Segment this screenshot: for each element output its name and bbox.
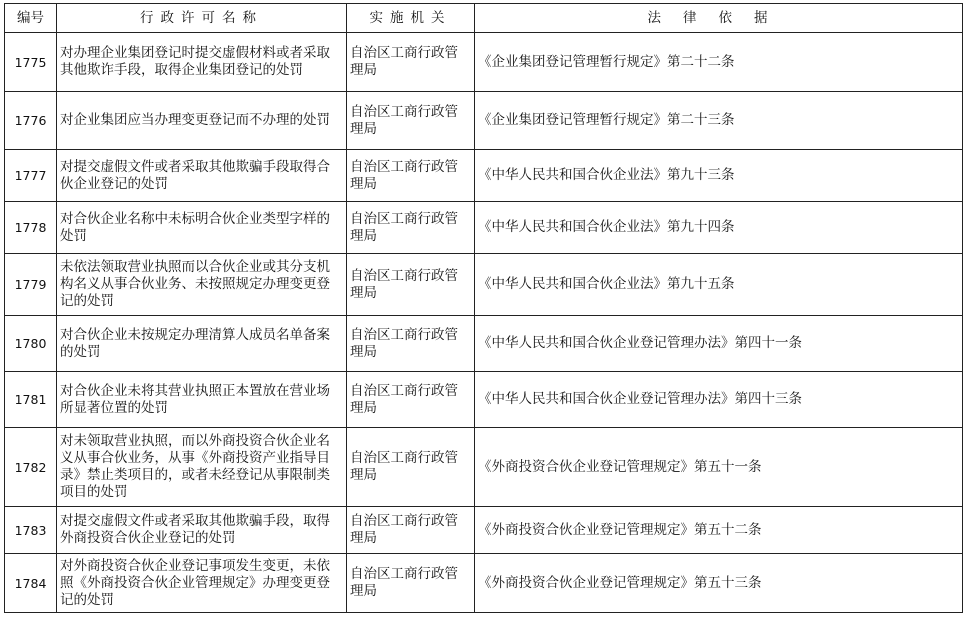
row-number: 1784 <box>5 554 57 613</box>
table-row <box>5 150 963 202</box>
table-row <box>5 92 963 150</box>
permit-table <box>4 3 963 613</box>
row-number: 1776 <box>5 92 57 150</box>
row-number: 1775 <box>5 33 57 92</box>
permit-name: 对合伙企业未按规定办理清算人成员名单备案的处罚 <box>57 316 347 372</box>
agency: 自治区工商行政管理局 <box>347 554 475 613</box>
row-number: 1782 <box>5 428 57 507</box>
table-header-row <box>5 4 963 33</box>
header-agency: 实施机关 <box>347 4 475 33</box>
permit-name: 对办理企业集团登记时提交虚假材料或者采取其他欺诈手段，取得企业集团登记的处罚 <box>57 33 347 92</box>
legal-basis: 《外商投资合伙企业登记管理规定》第五十二条 <box>475 507 963 554</box>
agency: 自治区工商行政管理局 <box>347 372 475 428</box>
permit-name: 对提交虚假文件或者采取其他欺骗手段取得合伙企业登记的处罚 <box>57 150 347 202</box>
legal-basis: 《企业集团登记管理暂行规定》第二十三条 <box>475 92 963 150</box>
header-num: 编号 <box>5 4 57 33</box>
table-row <box>5 554 963 613</box>
row-number: 1783 <box>5 507 57 554</box>
agency: 自治区工商行政管理局 <box>347 428 475 507</box>
table-row <box>5 372 963 428</box>
permit-name: 对外商投资合伙企业登记事项发生变更，未依照《外商投资合伙企业管理规定》办理变更登记的处罚 <box>57 554 347 613</box>
agency: 自治区工商行政管理局 <box>347 507 475 554</box>
legal-basis: 《企业集团登记管理暂行规定》第二十二条 <box>475 33 963 92</box>
agency: 自治区工商行政管理局 <box>347 33 475 92</box>
legal-basis: 《中华人民共和国合伙企业登记管理办法》第四十一条 <box>475 316 963 372</box>
table-row <box>5 507 963 554</box>
legal-basis: 《外商投资合伙企业登记管理规定》第五十一条 <box>475 428 963 507</box>
permit-name: 对提交虚假文件或者采取其他欺骗手段，取得外商投资合伙企业登记的处罚 <box>57 507 347 554</box>
row-number: 1777 <box>5 150 57 202</box>
agency: 自治区工商行政管理局 <box>347 92 475 150</box>
legal-basis: 《中华人民共和国合伙企业法》第九十三条 <box>475 150 963 202</box>
table-row <box>5 202 963 254</box>
legal-basis: 《外商投资合伙企业登记管理规定》第五十三条 <box>475 554 963 613</box>
legal-basis: 《中华人民共和国合伙企业法》第九十五条 <box>475 254 963 316</box>
table-row <box>5 316 963 372</box>
row-number: 1781 <box>5 372 57 428</box>
legal-basis: 《中华人民共和国合伙企业法》第九十四条 <box>475 202 963 254</box>
permit-name: 对企业集团应当办理变更登记而不办理的处罚 <box>57 92 347 150</box>
legal-basis: 《中华人民共和国合伙企业登记管理办法》第四十三条 <box>475 372 963 428</box>
header-name: 行政许可名称 <box>57 4 347 33</box>
permit-name: 未依法领取营业执照而以合伙企业或其分支机构名义从事合伙业务、未按照规定办理变更登记的处罚 <box>57 254 347 316</box>
row-number: 1779 <box>5 254 57 316</box>
permit-name: 对未领取营业执照，而以外商投资合伙企业名义从事合伙业务，从事《外商投资产业指导目录》禁止类项目的，或者未经登记从事限制类项目的处罚 <box>57 428 347 507</box>
table-row <box>5 33 963 92</box>
row-number: 1778 <box>5 202 57 254</box>
row-number: 1780 <box>5 316 57 372</box>
table-row <box>5 254 963 316</box>
agency: 自治区工商行政管理局 <box>347 316 475 372</box>
agency: 自治区工商行政管理局 <box>347 202 475 254</box>
permit-name: 对合伙企业未将其营业执照正本置放在营业场所显著位置的处罚 <box>57 372 347 428</box>
permit-table-sheet <box>4 3 963 613</box>
permit-name: 对合伙企业名称中未标明合伙企业类型字样的处罚 <box>57 202 347 254</box>
agency: 自治区工商行政管理局 <box>347 254 475 316</box>
table-row <box>5 428 963 507</box>
header-law: 法律依据 <box>475 4 963 33</box>
agency: 自治区工商行政管理局 <box>347 150 475 202</box>
